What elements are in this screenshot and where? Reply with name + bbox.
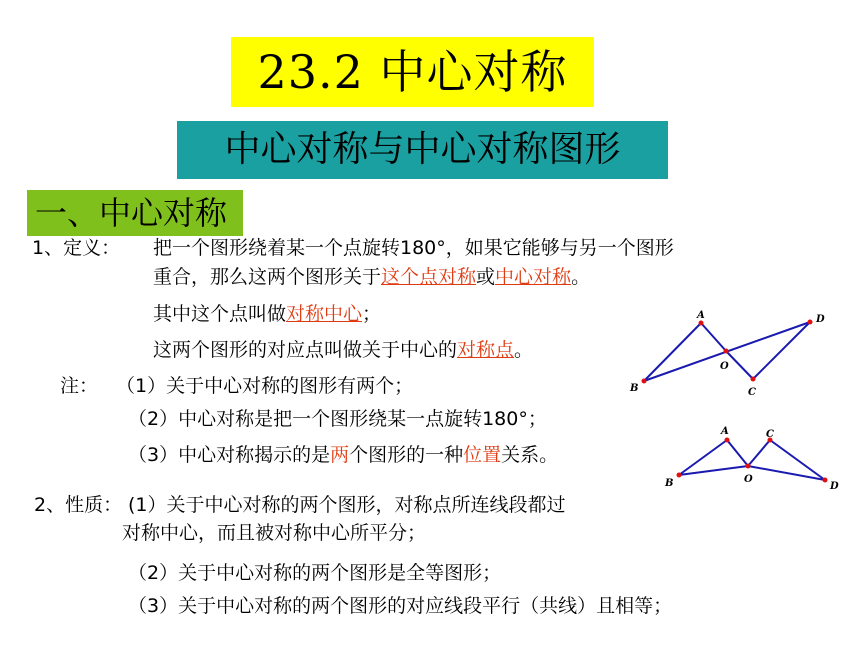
note-3 (128, 443, 558, 467)
figure-label: A (697, 310, 705, 321)
figure-label: D (816, 314, 825, 325)
figure-label: O (744, 474, 753, 485)
highlight-term: 位置 (463, 444, 502, 466)
notes-label: 注： (60, 375, 99, 397)
figure-top-diagram (620, 305, 835, 400)
definition-line-2 (153, 265, 590, 289)
note-text: 关系。 (501, 444, 559, 466)
definition-text: 或 (476, 266, 496, 288)
note-text: 个图形的一种 (349, 444, 464, 466)
note-text: （3）中心对称揭示的是 (128, 444, 331, 466)
figure-bottom-diagram (655, 423, 850, 493)
highlight-term: 两 (330, 444, 350, 466)
figure-label: C (766, 429, 774, 440)
property-1b: 对称中心，而且被对称中心所平分； (122, 522, 427, 544)
definition-text: 重合，那么这两个图形关于 (153, 266, 382, 288)
property-1a: (1）关于中心对称的两个图形，对称点所连线段都过 (128, 494, 566, 516)
figure-label: O (720, 361, 729, 372)
definition-line-1: 把一个图形绕着某一个点旋转180°，如果它能够与另一个图形 (153, 237, 674, 259)
property-3: （3）关于中心对称的两个图形的对应线段平行（共线）且相等； (128, 595, 673, 617)
page-subtitle: 中心对称与中心对称图形 (177, 121, 668, 179)
figure-label: B (630, 383, 639, 394)
definition-text: 其中这个点叫做 (153, 303, 287, 325)
figure-label: A (721, 426, 729, 437)
note-1: （1）关于中心对称的图形有两个； (116, 375, 414, 397)
definition-text: 这两个图形的对应点叫做关于中心的 (153, 339, 458, 361)
definition-line-3 (153, 302, 381, 326)
note-2: （2）中心对称是把一个图形绕某一点旋转180°； (128, 408, 547, 430)
figure-label: D (830, 481, 839, 492)
definition-text: 。 (571, 266, 591, 288)
highlight-term: 对称中心 (286, 303, 363, 325)
property-2: （2）关于中心对称的两个图形是全等图形； (128, 562, 502, 584)
highlight-term: 这个点对称 (381, 266, 477, 288)
section-heading: 一、中心对称 (27, 190, 243, 236)
figure-label: C (748, 387, 756, 398)
figure-label: B (665, 478, 674, 489)
definition-line-4 (153, 338, 533, 362)
definition-text: ； (362, 303, 382, 325)
highlight-term: 对称点 (457, 339, 515, 361)
highlight-term: 中心对称 (495, 266, 572, 288)
properties-label: 2、性质： (34, 494, 123, 516)
definition-text: 。 (514, 339, 534, 361)
page-title: 23.2 中心对称 (231, 37, 594, 107)
definition-label: 1、定义： (32, 237, 121, 259)
